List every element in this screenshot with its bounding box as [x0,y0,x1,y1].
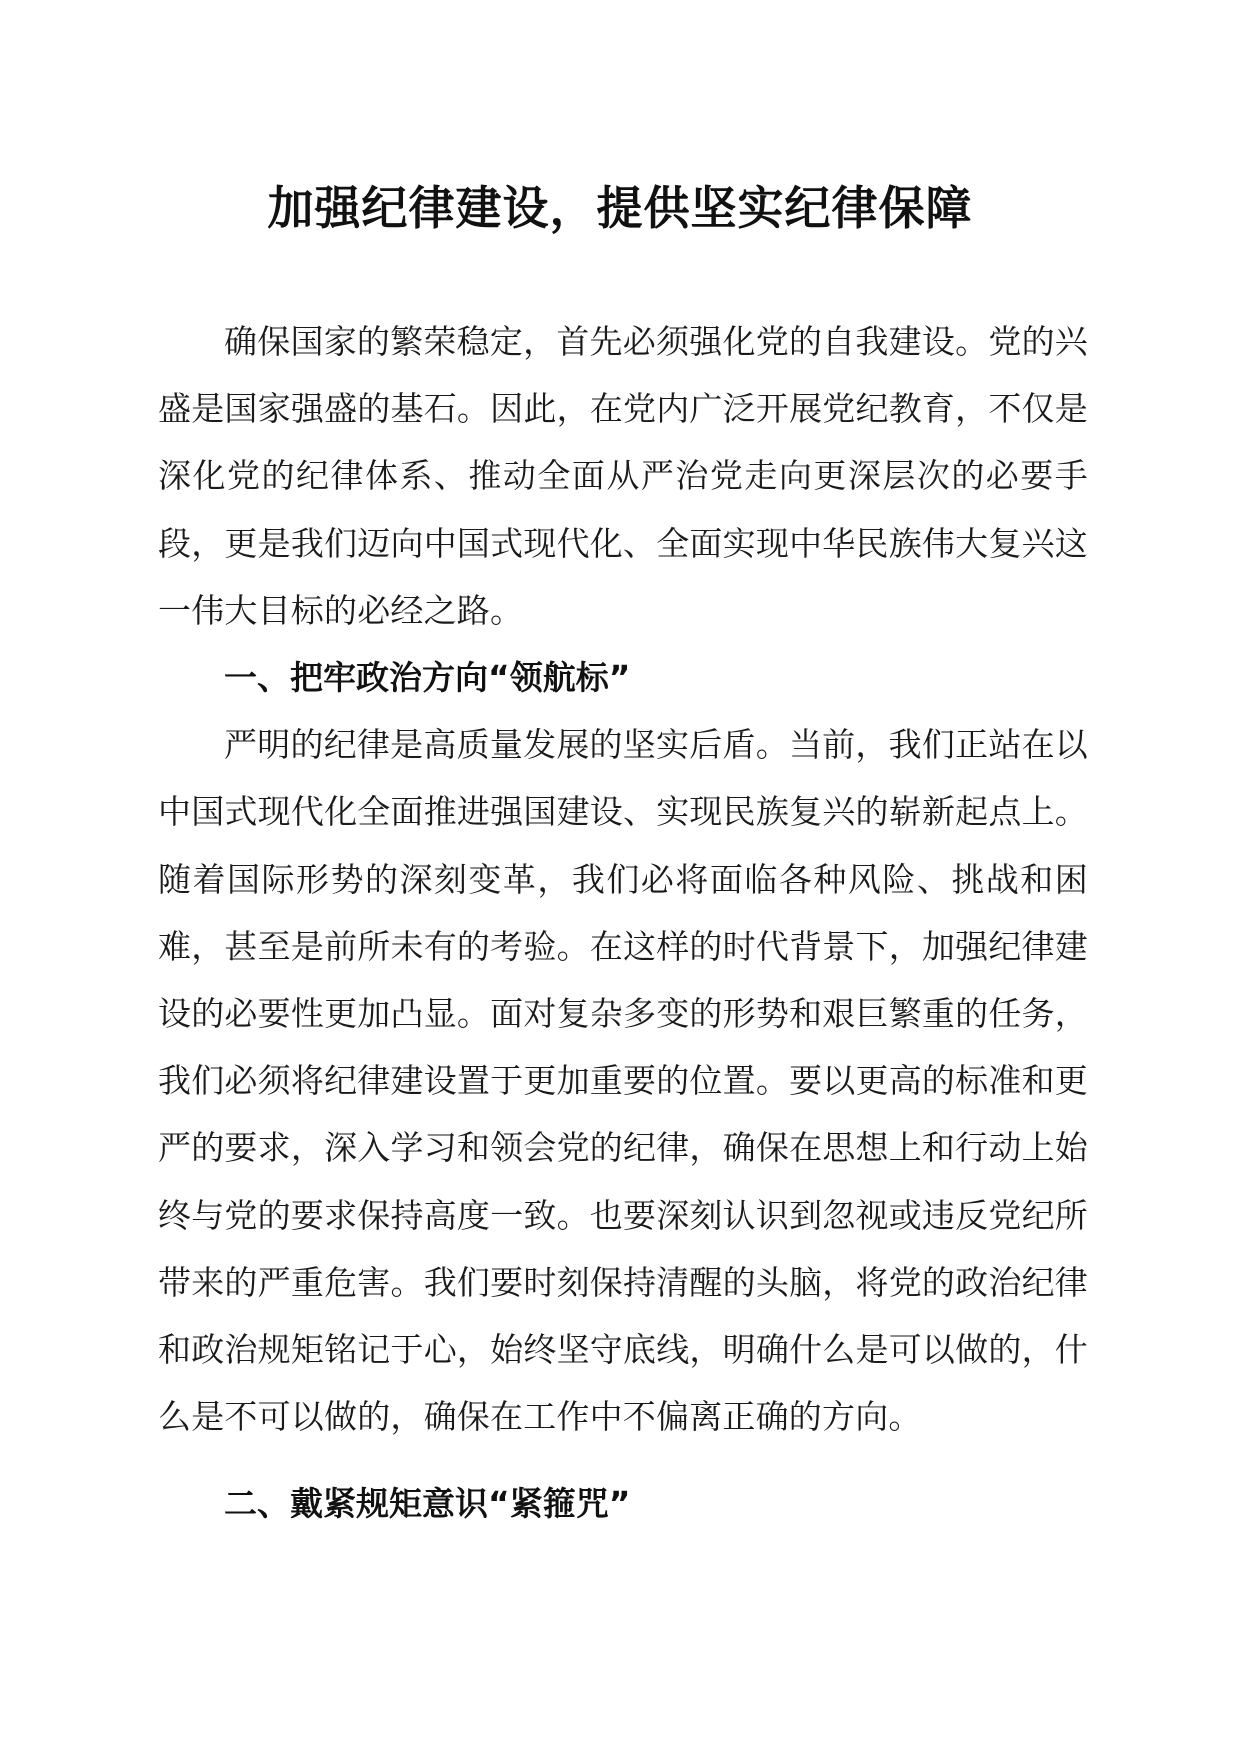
section-1-paragraph: 严明的纪律是高质量发展的坚实后盾。当前，我们正站在以中国式现代化全面推进强国建设、实现民族复兴的崭新起点上。随着国际形势的深刻变革，我们必将面临各种风险、挑战和困难，甚至是前所未有的考验。在这样的时代背景下，加强纪律建设的必要性更加凸显。面对复杂多变的形势和艰巨繁重的任务，我们必须将纪律建设置于更加重要的位置。要以更高的标准和更严的要求，深入学习和领会党的纪律，确保在思想上和行动上始终与党的要求保持高度一致。也要深刻认识到忽视或违反党纪所带来的严重危害。我们要时刻保持清醒的头脑，将党的政治纪律和政治规矩铭记于心，始终坚守底线，明确什么是可以做的，什么是不可以做的，确保在工作中不偏离正确的方向。 [158,725,1088,1437]
document-body [158,308,1088,1538]
section-2-heading: 二、戴紧规矩意识“紧箍咒” [224,1484,631,1524]
section-1-heading: 一、把牢政治方向“领航标” [224,658,631,698]
document-title: 加强纪律建设，提供坚实纪律保障 [267,181,973,235]
intro-paragraph: 确保国家的繁荣稳定，首先必须强化党的自我建设。党的兴盛是国家强盛的基石。因此，在党内广泛开展党纪教育，不仅是深化党的纪律体系、推动全面从严治党走向更深层次的必要手段，更是我们迈向中国式现代化、全面实现中华民族伟大复兴这一伟大目标的必经之路。 [158,322,1088,630]
